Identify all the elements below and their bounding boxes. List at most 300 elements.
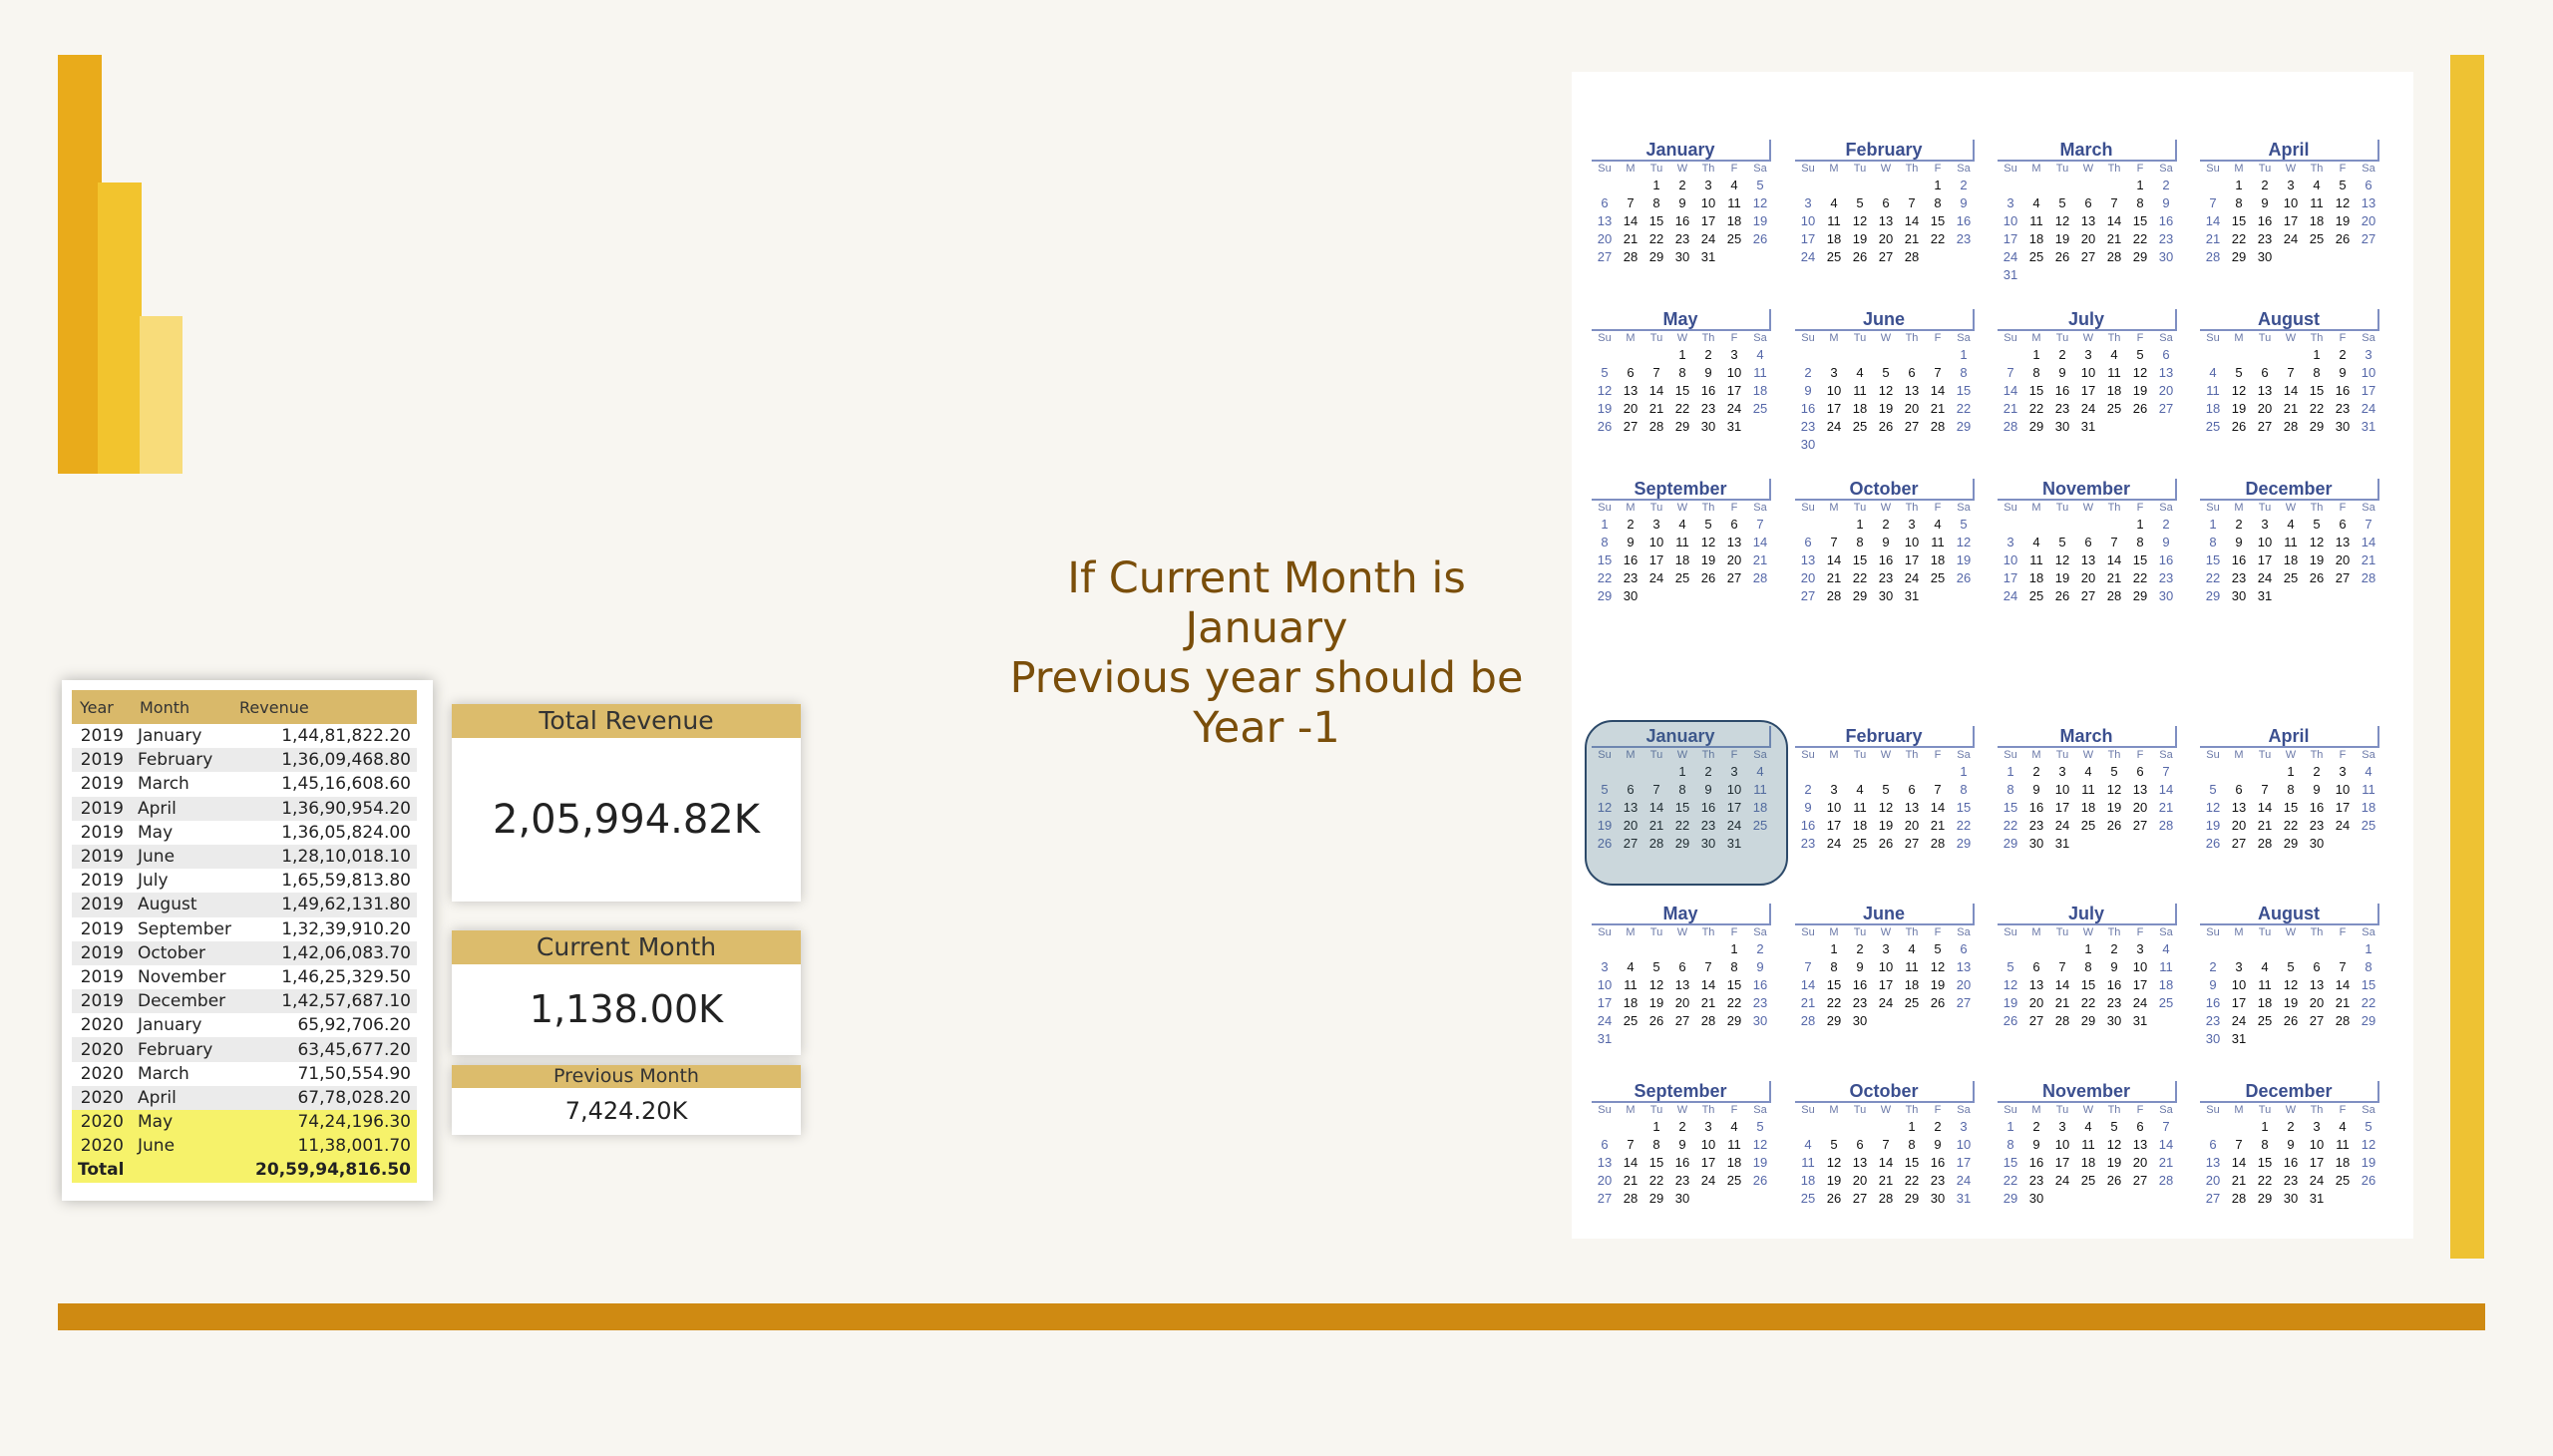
calendar-day: 14 (1700, 977, 1716, 992)
calendar-day: 4 (2110, 347, 2118, 362)
calendar-day: 5 (1960, 517, 1968, 532)
calendar-day (1847, 763, 1873, 781)
calendar-day: 25 (1752, 818, 1768, 833)
calendar-day: 8 (1652, 195, 1660, 210)
table-cell-year: 2019 (72, 748, 132, 772)
calendar-week-row (2200, 799, 2381, 817)
calendar-day: 18 (2361, 800, 2376, 815)
calendar-weekday-header (1998, 1103, 2179, 1118)
calendar-day: 19 (2205, 818, 2221, 833)
weekday-label: Th (2310, 926, 2324, 938)
table-row[interactable] (72, 1062, 417, 1086)
weekday-label: Tu (2258, 926, 2272, 938)
weekday-label: F (1730, 502, 1738, 514)
calendar-day: 23 (1956, 231, 1972, 246)
weekday-label: W (1676, 502, 1688, 514)
weekday-label: Tu (2055, 926, 2069, 938)
calendar-day: 11 (1753, 782, 1767, 797)
calendar-day: 4 (2084, 764, 2092, 779)
weekday-label: F (2339, 1104, 2347, 1116)
calendar-day: 11 (2284, 535, 2298, 549)
calendar-week-row (1998, 551, 2179, 569)
calendar-day: 9 (2209, 977, 2217, 992)
calendar-day: 1 (2136, 178, 2144, 192)
calendar-day: 20 (2080, 231, 2096, 246)
calendar-day (1951, 1012, 1977, 1030)
calendar-day: 3 (1882, 941, 1890, 956)
calendar-day: 29 (1597, 588, 1613, 603)
weekday-label: Su (2004, 502, 2017, 514)
table-row[interactable] (72, 917, 417, 941)
calendar-day (1618, 177, 1643, 194)
calendar-day: 6 (2032, 959, 2040, 974)
calendar-day: 18 (1852, 401, 1868, 416)
calendar-day: 24 (2054, 1173, 2070, 1188)
calendar-day: 3 (2365, 347, 2372, 362)
calendar-week-row (1795, 194, 1977, 212)
weekday-label: Sa (1957, 1104, 1971, 1116)
calendar-weekday-header (1795, 748, 1977, 763)
calendar-month (1795, 140, 1977, 266)
calendar-day: 14 (1930, 383, 1946, 398)
calendar-day: 11 (1675, 535, 1689, 549)
calendar-day: 16 (2257, 213, 2273, 228)
calendar-week-row (2200, 763, 2381, 781)
weekday-label: Sa (2362, 332, 2375, 344)
calendar-day: 19 (2231, 401, 2247, 416)
table-row[interactable] (72, 869, 417, 893)
calendar-day: 20 (2257, 401, 2273, 416)
calendar-day: 12 (1878, 800, 1894, 815)
calendar-day: 24 (1597, 1013, 1613, 1028)
calendar-day: 3 (1730, 347, 1738, 362)
calendar-month-title: August (2200, 309, 2379, 331)
calendar-day: 13 (1904, 800, 1920, 815)
calendar-day: 21 (2106, 570, 2122, 585)
weekday-label: Sa (1753, 749, 1767, 761)
weekday-label: Th (2310, 749, 2324, 761)
calendar-day: 10 (1904, 535, 1920, 549)
table-row[interactable] (72, 1134, 417, 1158)
calendar-day: 17 (2054, 1155, 2070, 1170)
calendar-day (2278, 248, 2304, 266)
calendar-day: 18 (2335, 1155, 2351, 1170)
weekday-label: Tu (1853, 332, 1867, 344)
column-header-month[interactable]: Month (132, 690, 239, 724)
table-total-label: Total (72, 1158, 239, 1182)
calendar-day: 21 (1623, 231, 1639, 246)
calendar-day: 22 (1956, 401, 1972, 416)
calendar-day (2252, 763, 2278, 781)
calendar-day (1951, 248, 1977, 266)
calendar-day (2153, 266, 2179, 284)
calendar-day: 8 (2032, 365, 2040, 380)
weekday-label: M (2031, 163, 2041, 175)
calendar-month-title: March (1998, 726, 2177, 748)
calendar-day (1592, 1118, 1618, 1136)
weekday-label: F (1730, 749, 1738, 761)
weekday-label: W (1880, 502, 1892, 514)
calendar-day: 29 (1904, 1191, 1920, 1206)
calendar-day: 8 (2235, 195, 2243, 210)
calendar-day (1873, 763, 1899, 781)
calendar-day: 8 (2136, 535, 2144, 549)
calendar-day: 28 (1800, 1013, 1816, 1028)
table-row[interactable] (72, 1013, 417, 1037)
calendar-day: 3 (2058, 764, 2066, 779)
calendar-day: 1 (2313, 347, 2321, 362)
calendar-month-title: October (1795, 479, 1975, 501)
calendar-day: 27 (2028, 1013, 2044, 1028)
weekday-label: F (2339, 332, 2347, 344)
calendar-week-row (1998, 418, 2179, 436)
calendar-day: 5 (2006, 959, 2014, 974)
table-cell-year: 2020 (72, 1086, 132, 1110)
calendar-day: 28 (2335, 1013, 2351, 1028)
calendar-day: 3 (1908, 517, 1916, 532)
calendar-day (2153, 835, 2179, 853)
calendar-day: 22 (2361, 995, 2376, 1010)
weekday-label: Tu (1649, 163, 1663, 175)
calendar-weekday-header (1592, 1103, 1773, 1118)
logo-bar-tall (58, 55, 102, 474)
calendar-day: 27 (1597, 1191, 1613, 1206)
calendar-day: 22 (1826, 995, 1842, 1010)
calendar-day: 25 (2361, 818, 2376, 833)
calendar-day: 26 (2054, 588, 2070, 603)
table-row[interactable] (72, 1086, 417, 1110)
calendar-day: 16 (1752, 977, 1768, 992)
calendar-day (2049, 940, 2075, 958)
calendar-day: 9 (1804, 800, 1812, 815)
table-row[interactable] (72, 1110, 417, 1134)
weekday-label: Su (1598, 502, 1612, 514)
calendar-day (1873, 346, 1899, 364)
calendar-day: 27 (1623, 836, 1639, 851)
calendar-day (2330, 1190, 2356, 1208)
current-month-card[interactable] (452, 930, 801, 1055)
calendar-day: 21 (1700, 995, 1716, 1010)
calendar-day: 15 (2283, 800, 2299, 815)
calendar-week-row (2200, 835, 2381, 853)
calendar-weekday-header (1795, 501, 1977, 516)
calendar-day: 6 (2365, 178, 2372, 192)
revenue-table-visual[interactable] (62, 680, 433, 1201)
calendar-day: 16 (1674, 1155, 1690, 1170)
calendar-month-title: June (1795, 309, 1975, 331)
table-row[interactable] (72, 797, 417, 821)
table-row[interactable] (72, 989, 417, 1013)
calendar-day: 7 (2162, 1119, 2170, 1134)
calendar-day: 31 (1700, 249, 1716, 264)
calendar-day: 12 (2054, 552, 2070, 567)
weekday-label: Su (1598, 926, 1612, 938)
previous-month-card[interactable] (452, 1065, 801, 1135)
calendar-day (1747, 1030, 1773, 1048)
table-row[interactable] (72, 893, 417, 916)
calendar-day: 28 (1623, 1191, 1639, 1206)
calendar-day: 3 (2136, 941, 2144, 956)
table-cell-revenue: 11,38,001.70 (239, 1134, 417, 1158)
calendar-month-title: November (1998, 1081, 2177, 1103)
calendar-day: 22 (2028, 401, 2044, 416)
calendar-day: 19 (2106, 1155, 2122, 1170)
table-row[interactable] (72, 845, 417, 869)
calendar-day: 28 (1826, 588, 1842, 603)
calendar-day: 1 (2287, 764, 2295, 779)
calendar-day: 12 (2231, 383, 2247, 398)
calendar-day (1925, 436, 1951, 454)
calendar-day: 16 (2205, 995, 2221, 1010)
calendar-week-row (1795, 1172, 1977, 1190)
calendar-day: 18 (1752, 800, 1768, 815)
calendar-day: 23 (1930, 1173, 1946, 1188)
calendar-week-row (1592, 212, 1773, 230)
calendar-day: 18 (1852, 818, 1868, 833)
calendar-week-row (1998, 194, 2179, 212)
weekday-label: W (1676, 749, 1688, 761)
calendar-week-row (1592, 177, 1773, 194)
calendar-day: 24 (1826, 419, 1842, 434)
calendar-day: 27 (2080, 588, 2096, 603)
weekday-label: W (2082, 1104, 2094, 1116)
calendar-day: 15 (2132, 552, 2148, 567)
calendar-day: 6 (2235, 782, 2243, 797)
weekday-label: Tu (1649, 502, 1663, 514)
calendar-day: 11 (2081, 1137, 2095, 1152)
calendar-week-row (1795, 976, 1977, 994)
weekday-label: F (2339, 502, 2347, 514)
weekday-label: Su (1801, 1104, 1815, 1116)
calendar-weekday-header (1998, 925, 2179, 940)
calendar-day: 16 (1956, 213, 1972, 228)
weekday-label: Sa (2362, 163, 2375, 175)
calendar-day: 5 (1882, 365, 1890, 380)
calendar-day (1669, 940, 1695, 958)
calendar-day: 20 (1597, 1173, 1613, 1188)
table-row[interactable] (72, 941, 417, 965)
weekday-label: M (1626, 1104, 1636, 1116)
calendar-week-row (1592, 1012, 1773, 1030)
calendar-day: 15 (2080, 977, 2096, 992)
calendar-day (2200, 763, 2226, 781)
weekday-label: Su (1598, 332, 1612, 344)
calendar-day: 20 (2158, 383, 2174, 398)
calendar-day: 16 (2054, 383, 2070, 398)
table-row[interactable] (72, 772, 417, 796)
table-row[interactable] (72, 724, 417, 748)
calendar-day: 9 (2261, 195, 2269, 210)
table-cell-year: 2019 (80, 871, 124, 892)
table-cell-year: 2020 (72, 1037, 132, 1061)
calendar-week-row (1795, 1012, 1977, 1030)
calendar-day: 22 (1648, 1173, 1664, 1188)
calendar-day: 17 (2231, 995, 2247, 1010)
table-row[interactable] (72, 821, 417, 845)
calendar-day (2153, 1190, 2179, 1208)
table-cell-revenue: 1,45,16,608.60 (281, 774, 411, 795)
calendar-day: 21 (2231, 1173, 2247, 1188)
calendar-day (1721, 1190, 1747, 1208)
calendar-day: 2 (1882, 517, 1890, 532)
calendar-day: 10 (2309, 1137, 2325, 1152)
calendar-day: 16 (1623, 552, 1639, 567)
weekday-label: Th (1701, 1104, 1715, 1116)
column-header-revenue[interactable]: Revenue (239, 690, 417, 724)
calendar-day: 4 (1830, 195, 1838, 210)
calendar-day: 7 (2339, 959, 2347, 974)
calendar-month-title: May (1592, 309, 1771, 331)
calendar-day: 4 (1627, 959, 1635, 974)
calendar-day: 8 (2136, 195, 2144, 210)
calendar-day: 20 (2309, 995, 2325, 1010)
weekday-label: Tu (2258, 749, 2272, 761)
table-cell-year: 2019 (80, 822, 124, 843)
weekday-label: Sa (1753, 332, 1767, 344)
weekday-label: Su (2004, 332, 2017, 344)
calendar-week-row (1795, 400, 1977, 418)
table-row[interactable] (72, 965, 417, 989)
calendar-day: 22 (2283, 818, 2299, 833)
weekday-label: Th (1905, 926, 1919, 938)
calendar-day: 8 (2261, 1137, 2269, 1152)
weekday-label: F (2136, 749, 2144, 761)
calendar-day: 6 (2339, 517, 2347, 532)
weekday-label: Tu (2258, 1104, 2272, 1116)
calendar-weekday-header (1998, 501, 2179, 516)
calendar-day (2101, 835, 2127, 853)
weekday-label: W (1676, 926, 1688, 938)
calendar-day: 25 (2028, 588, 2044, 603)
column-header-year[interactable]: Year (72, 690, 132, 724)
weekday-label: Tu (1853, 502, 1867, 514)
calendar-week-row (1998, 534, 2179, 551)
calendar-week-row (1795, 212, 1977, 230)
calendar-day: 10 (2003, 552, 2018, 567)
calendar-week-row (1795, 230, 1977, 248)
calendar-week-row (1998, 346, 2179, 364)
table-cell-year: 2019 (72, 845, 132, 869)
calendar-day: 2 (1804, 365, 1812, 380)
previous-month-title: Previous Month (452, 1065, 801, 1088)
table-row[interactable] (72, 1037, 417, 1061)
calendar-day: 23 (1700, 818, 1716, 833)
calendar-month (1592, 479, 1773, 605)
calendar-day: 12 (2309, 535, 2325, 549)
calendar-day: 23 (2231, 570, 2247, 585)
logo-bar-mid (98, 182, 142, 474)
table-row[interactable] (72, 748, 417, 772)
calendar-day: 5 (2110, 764, 2118, 779)
calendar-day: 12 (2205, 800, 2221, 815)
calendar-day: 7 (2058, 959, 2066, 974)
calendar-day: 8 (1934, 195, 1942, 210)
calendar-day: 15 (1674, 800, 1690, 815)
calendar-day: 26 (2205, 836, 2221, 851)
calendar-week-row (1592, 994, 1773, 1012)
total-revenue-card[interactable] (452, 704, 801, 902)
table-cell-revenue: 71,50,554.90 (297, 1063, 411, 1084)
calendar-day (1695, 587, 1721, 605)
calendar-day: 9 (2032, 782, 2040, 797)
calendar-day: 19 (2003, 995, 2018, 1010)
calendar-day: 1 (1678, 347, 1686, 362)
weekday-label: Th (2107, 502, 2121, 514)
calendar-day: 2 (2032, 1119, 2040, 1134)
calendar-day: 13 (1623, 383, 1639, 398)
table-total-row (72, 1158, 417, 1182)
calendar-day: 15 (2003, 800, 2018, 815)
calendar-week-row (1998, 1118, 2179, 1136)
calendar-day: 29 (2132, 249, 2148, 264)
calendar-day: 1 (2261, 1119, 2269, 1134)
calendar-day: 13 (1674, 977, 1690, 992)
calendar-day: 15 (1826, 977, 1842, 992)
calendar-day (1847, 1118, 1873, 1136)
calendar-day: 3 (1960, 1119, 1968, 1134)
calendar-day: 3 (1830, 365, 1838, 380)
weekday-label: Th (1905, 502, 1919, 514)
calendar-day: 19 (2106, 800, 2122, 815)
calendar-week-row (2200, 817, 2381, 835)
calendar-day: 15 (2028, 383, 2044, 398)
calendar-day: 12 (2106, 782, 2122, 797)
calendar-week-row (1998, 1154, 2179, 1172)
calendar-day: 18 (2028, 570, 2044, 585)
calendar-day: 1 (2365, 941, 2372, 956)
calendar-day: 27 (2257, 419, 2273, 434)
calendar-week-row (1795, 817, 1977, 835)
calendar-day: 5 (1601, 365, 1609, 380)
weekday-label: Tu (1649, 332, 1663, 344)
calendar-day: 11 (1905, 959, 1919, 974)
calendar-day: 11 (1727, 195, 1741, 210)
calendar-week-row (2200, 1190, 2381, 1208)
calendar-day: 3 (1704, 1119, 1712, 1134)
calendar-day: 20 (1623, 818, 1639, 833)
calendar-day (1618, 1118, 1643, 1136)
calendar-day: 16 (2231, 552, 2247, 567)
table-cell-revenue: 1,36,05,824.00 (281, 822, 411, 843)
revenue-table (72, 690, 417, 1183)
calendar-day: 29 (1674, 836, 1690, 851)
calendar-day: 22 (2132, 231, 2148, 246)
weekday-label: W (2285, 163, 2297, 175)
calendar-week-row (1998, 940, 2179, 958)
table-cell-year: 2019 (80, 966, 124, 987)
calendar-day: 23 (1700, 401, 1716, 416)
calendar-day: 14 (1800, 977, 1816, 992)
calendar-day: 16 (1700, 383, 1716, 398)
calendar-day: 27 (2080, 249, 2096, 264)
calendar-day: 6 (1882, 195, 1890, 210)
calendar-day: 21 (2205, 231, 2221, 246)
calendar-day: 20 (1800, 570, 1816, 585)
calendar-day: 6 (2084, 535, 2092, 549)
calendar-day: 26 (2003, 1013, 2018, 1028)
calendar-day: 5 (1882, 782, 1890, 797)
calendar-week-row (1998, 382, 2179, 400)
weekday-label: F (1730, 926, 1738, 938)
weekday-label: F (2136, 502, 2144, 514)
calendar-day: 25 (1826, 249, 1842, 264)
calendar-day: 4 (2162, 941, 2170, 956)
calendar-day: 7 (2261, 782, 2269, 797)
calendar-day (1747, 248, 1773, 266)
calendar-month (2200, 479, 2381, 605)
calendar-day: 6 (1730, 517, 1738, 532)
calendar-day: 3 (1652, 517, 1660, 532)
